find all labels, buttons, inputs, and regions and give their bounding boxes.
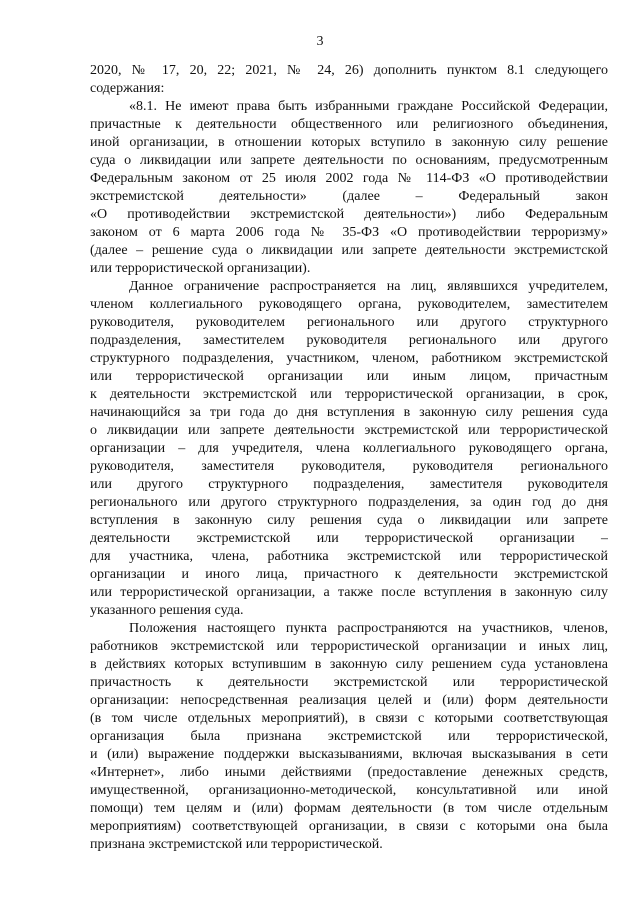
text-line: признана экстремистской или террористической. — [90, 837, 383, 852]
text-line: (далее – решение суда о ликвидации или запрете деятельности экстремистской — [90, 243, 608, 258]
text-line: подразделения, заместителем руководителя регионального или другого — [90, 333, 608, 348]
text-line: начинающийся за три года до дня вступления в законную силу решения суда — [90, 405, 608, 420]
page-number: 3 — [316, 34, 324, 49]
text-line: экстремистской деятельности» (далее – Федеральный закон — [90, 189, 608, 204]
paragraph — [90, 278, 608, 620]
text-line: руководителя, заместителя руководителя, руководителя регионального — [90, 459, 608, 474]
text-line: законом от 6 марта 2006 года № 35-ФЗ «О противодействии терроризму» — [90, 225, 608, 240]
text-line: иной организации, в отношении которых вступило в законную силу решение — [90, 135, 608, 150]
text-line: «О противодействии экстремистской деятельности») либо Федеральным — [90, 207, 608, 222]
paragraph — [90, 620, 608, 854]
text-line: членом коллегиального руководящего органа, руководителем, заместителем — [90, 297, 608, 312]
text-line: организация была признана экстремистской или террористической, — [90, 729, 608, 744]
text-line: для участника, члена, работника экстремистской или террористической — [90, 549, 608, 564]
text-line: в действиях которых вступившим в законную силу решением суда установлена — [90, 657, 608, 672]
document-body — [90, 62, 608, 854]
text-line: указанного решения суда. — [90, 603, 244, 618]
text-line: помощи) тем целям и (или) формам деятельности (в том числе отдельным — [90, 801, 608, 816]
text-line: вступления в законную силу решения суда о ликвидации или запрете — [90, 513, 608, 528]
text-line: причастные к деятельности общественного или религиозного объединения, — [90, 117, 608, 132]
paragraph — [90, 98, 608, 278]
text-line: организации и иного лица, причастного к деятельности экстремистской — [90, 567, 608, 582]
text-line: руководителя, руководителем регионального или другого структурного — [90, 315, 608, 330]
text-line: или другого структурного подразделения, заместителя руководителя — [90, 477, 608, 492]
text-line: к деятельности экстремистской или террористической организации, в срок, — [90, 387, 608, 402]
text-line: организации: непосредственная реализация целей и (или) форм деятельности — [90, 693, 608, 708]
text-line: работников экстремистской или террористической организации и иных лиц, — [90, 639, 608, 654]
text-line: или террористической организации). — [90, 261, 311, 276]
text-line: или террористической организации или иным лицом, причастным — [90, 369, 608, 384]
text-line: Данное ограничение распространяется на лиц, являвшихся учредителем, — [129, 279, 608, 294]
text-line: (в том числе отдельных мероприятий), в связи с которыми соответствующая — [90, 711, 608, 726]
text-line: причастность к деятельности экстремистской или террористической — [90, 675, 608, 690]
text-line: мероприятиям) соответствующей организации, в связи с которыми она была — [90, 819, 608, 834]
text-line: имущественной, организационно-методической, консультативной или иной — [90, 783, 608, 798]
text-line: деятельности экстремистской или террористической организации – — [90, 531, 608, 546]
text-line: регионального или другого структурного подразделения, за один год до дня — [90, 495, 608, 510]
text-line: или террористической организации, а также после вступления в законную силу — [90, 585, 608, 600]
text-line: организации – для учредителя, члена коллегиального руководящего органа, — [90, 441, 608, 456]
text-line: Федеральным законом от 25 июля 2002 года № 114-ФЗ «О противодействии — [90, 171, 608, 186]
paragraph — [90, 62, 608, 98]
text-line: 2020, № 17, 20, 22; 2021, № 24, 26) дополнить пунктом 8.1 следующего — [90, 63, 608, 78]
text-line: о ликвидации или запрете деятельности экстремистской или террористической — [90, 423, 608, 438]
text-line: Положения настоящего пункта распространяются на участников, членов, — [129, 621, 608, 636]
text-line: «Интернет», либо иными действиями (предоставление денежных средств, — [90, 765, 608, 780]
text-line: суда о ликвидации или запрете деятельности по основаниям, предусмотренным — [90, 153, 608, 168]
text-line: содержания: — [90, 81, 165, 96]
text-line: «8.1. Не имеют права быть избранными граждане Российской Федерации, — [129, 99, 608, 114]
text-line: и (или) выражение поддержки высказываниями, включая высказывания в сети — [90, 747, 608, 762]
text-line: структурного подразделения, участником, членом, работником экстремистской — [90, 351, 608, 366]
